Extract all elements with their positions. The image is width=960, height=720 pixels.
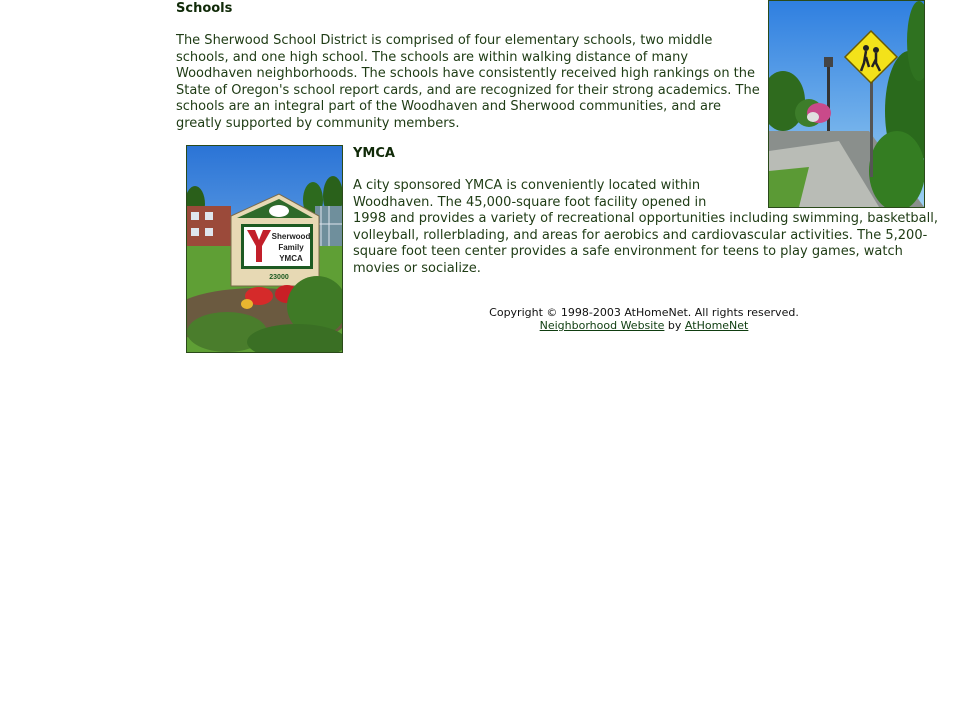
ymca-sign-line3: YMCA xyxy=(279,254,303,263)
school-crossing-photo xyxy=(768,0,925,208)
footer-links xyxy=(480,319,808,332)
ymca-paragraph-text: A city sponsored YMCA is conveniently located within Woodhaven. The 45,000-square foot facility opened in 1998 and provides a variety of recreational opportunities including swimming, basketball, volleyball, rollerblading, and areas for aerobics and cardiovascular activities. The 5,200-square foot teen center provides a safe environment for teens to play games, watch movies or socialize. xyxy=(353,178,938,276)
ymca-photo xyxy=(186,145,343,353)
ymca-heading: YMCA xyxy=(353,146,395,161)
schools-paragraph: The Sherwood School District is comprised of four elementary schools, two middle schools, and one high school. The schools are within walking distance of many Woodhaven neighborhoods. The schools have consistently received high rankings on the State of Oregon's school report cards, and are recognized for their strong academics. The schools are an integral part of the Woodhaven and Sherwood communities, and are greatly supported by community members. xyxy=(176,33,760,131)
schools-heading: Schools xyxy=(176,1,233,16)
school-crossing-image xyxy=(769,1,924,207)
photo-spacer xyxy=(717,178,945,206)
ymca-paragraph xyxy=(353,178,945,277)
ymca-sign-number: 23000 xyxy=(269,274,289,281)
ymca-sign-line1: Sherwood xyxy=(271,232,311,241)
footer-by-text: by xyxy=(667,319,682,332)
neighborhood-website-link[interactable]: Neighborhood Website xyxy=(539,319,665,332)
footer xyxy=(480,306,808,332)
ymca-sign-image xyxy=(187,146,342,352)
ymca-sign-line2: Family xyxy=(278,243,304,252)
athomenet-link[interactable]: AtHomeNet xyxy=(684,319,749,332)
copyright-text: Copyright © 1998-2003 AtHomeNet. All rights reserved. xyxy=(489,306,799,319)
